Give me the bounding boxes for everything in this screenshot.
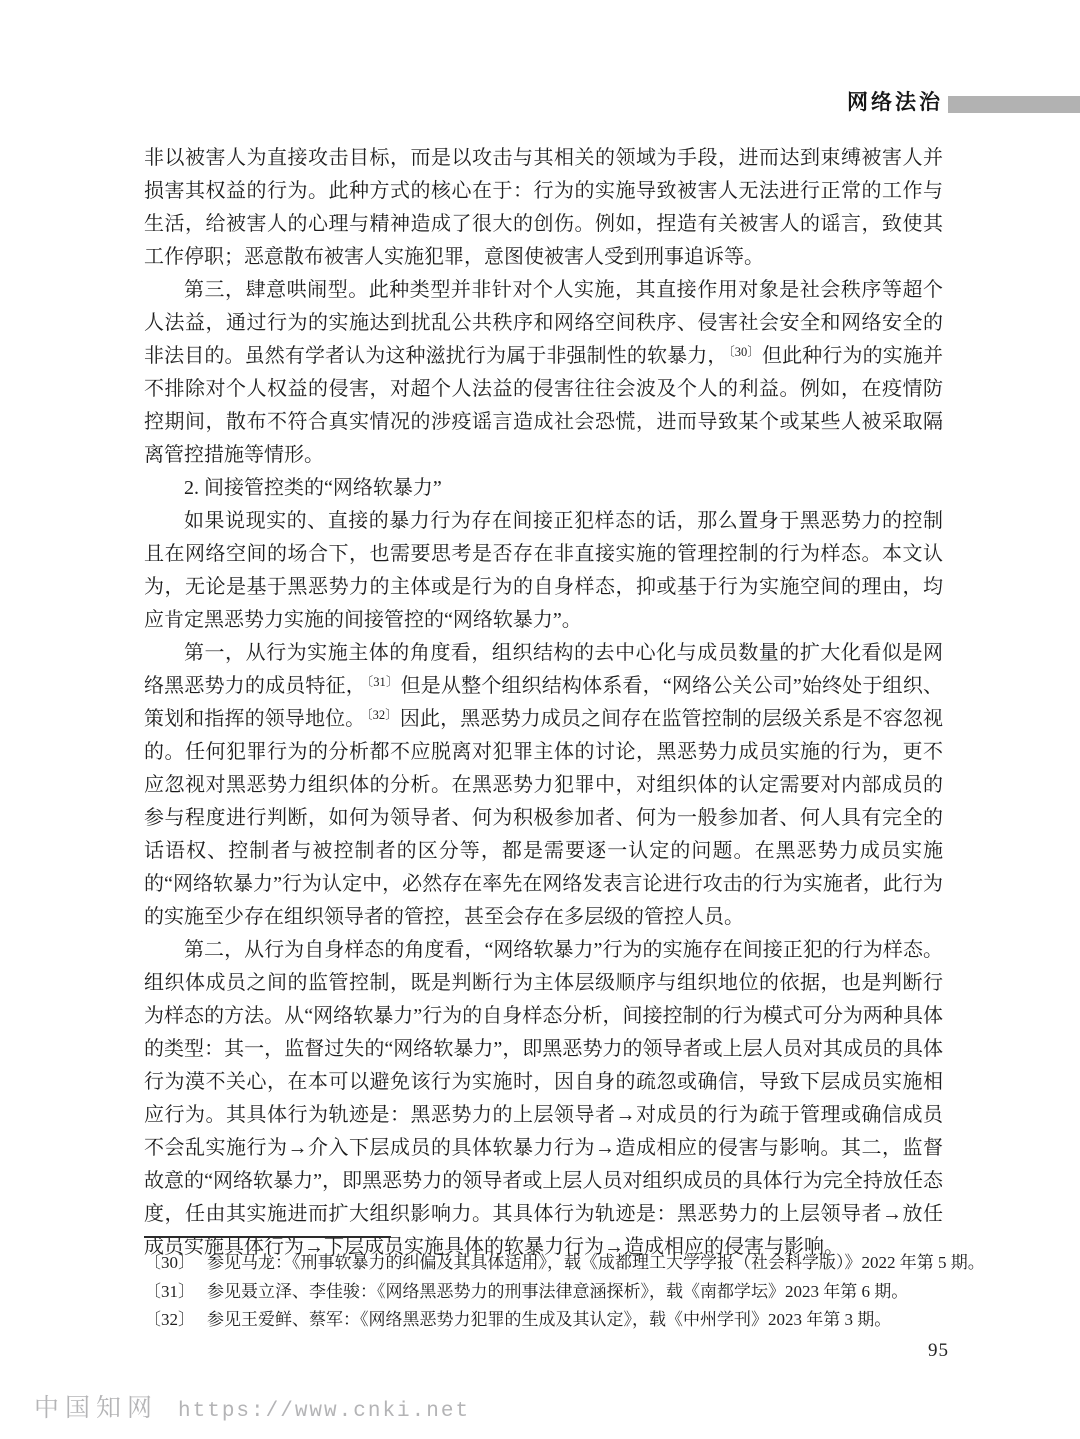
paragraph: 第三，肆意哄闹型。此种类型并非针对个人实施，其直接作用对象是社会秩序等超个人法益，通过行为的实施达到扰乱公共秩序和网络空间秩序、侵害社会安全和网络安全的非法目的。虽然有学者认为这种滋扰行为属于非强制性的软暴力，$^{〔30〕}$ 但此种行为的实施并不排除对个人权益的侵害，对超个人法益的侵害往往会波及个人的利益。例如，在疫情防控期间，散布不符合真实情况的涉疫谣言造成社会恐慌，进而导致某个或某些人被采取隔离管控措施等情形。 xyxy=(144,279,943,466)
footnote-reference: 〔30〕 xyxy=(728,345,761,359)
section-header-label: 网络法治 xyxy=(847,91,943,114)
article-body-text xyxy=(144,142,943,1264)
footnote-item xyxy=(144,1278,960,1307)
footnote-reference: 〔31〕 xyxy=(366,675,399,689)
footnote-text: 参见王爱鲜、蔡军：《网络黑恶势力犯罪的生成及其认定》，载《中州学刊》2023 年第 3 期。 xyxy=(207,1310,892,1329)
footnote-marker: 〔32〕 xyxy=(144,1310,195,1329)
cnki-site-name: 中国知网 xyxy=(34,1395,159,1422)
footnote-separator-line xyxy=(144,1236,391,1238)
footnote-marker: 〔30〕 xyxy=(144,1253,195,1272)
footnote-item xyxy=(144,1306,960,1335)
paragraph: 如果说现实的、直接的暴力行为存在间接正犯样态的话，那么置身于黑恶势力的控制且在网络空间的场合下，也需要思考是否存在非直接实施的管理控制的行为样态。本文认为，无论是基于黑恶势力的主体或是行为的自身样态，抑或基于行为实施空间的理由，均应肯定黑恶势力实施的间接管控的“网络软暴力”。 xyxy=(144,510,943,631)
header-decorative-bar xyxy=(948,96,1080,113)
footnote-reference: 〔32〕 xyxy=(366,708,398,722)
footnote-text: 参见聂立泽、李佳骏：《网络黑恶势力的刑事法律意涵探析》，载《南都学坛》2023 年第 6 期。 xyxy=(207,1281,909,1301)
cnki-url: https://www.cnki.net xyxy=(178,1400,471,1423)
footnote-block xyxy=(144,1249,985,1335)
footnote-marker: 〔31〕 xyxy=(144,1281,195,1301)
paragraph: 非以被害人为直接攻击目标，而是以攻击与其相关的领域为手段，进而达到束缚被害人并损害其权益的行为。此种方式的核心在于：行为的实施导致被害人无法进行正常的工作与生活，给被害人的心理与精神造成了很大的创伤。例如，捏造有关被害人的谣言，致使其工作停职；恶意散布被害人实施犯罪，意图使被害人受到刑事追诉等。 xyxy=(144,147,943,268)
paragraph: 第二，从行为自身样态的角度看，“网络软暴力”行为的实施存在间接正犯的行为样态。组织体成员之间的监管控制，既是判断行为主体层级顺序与组织地位的依据，也是判断行为样态的方法。从“网络软暴力”行为的自身样态分析，间接控制的行为模式可分为两种具体的类型：其一，监督过失的“网络软暴力”，即黑恶势力的领导者或上层人员对其成员的具体行为漠不关心，在本可以避免该行为实施时，因自身的疏忽或确信，导致下层成员实施相应行为。其具体行为轨迹是：黑恶势力的上层领导者→对成员的行为疏于管理或确信成员不会乱实施行为→介入下层成员的具体软暴力行为→造成相应的侵害与影响。其二，监督故意的“网络软暴力”，即黑恶势力的领导者或上层人员对组织成员的具体行为完全持放任态度，任由其实施进而扩大组织影响力。其具体行为轨迹是：黑恶势力的上层领导者→放任成员实施具体行为→下层成员实施具体的软暴力行为→造成相应的侵害与影响。 xyxy=(144,939,943,1258)
footnote-text: 参见马龙：《刑事软暴力的纠偏及其具体适用》，载《成都理工大学学报（社会科学版）》2022 年第 5 期。 xyxy=(207,1253,985,1272)
footnote-item xyxy=(144,1249,985,1278)
cnki-watermark xyxy=(34,1388,470,1424)
page-number: 95 xyxy=(928,1340,949,1361)
paragraph: 第一，从行为实施主体的角度看，组织结构的去中心化与成员数量的扩大化看似是网络黑恶势力的成员特征，$^{〔31〕}$ 但是从整个组织结构体系看，“网络公关公司”始终处于组织、策划和指挥的领导地位。$^{〔32〕}$ 因此，黑恶势力成员之间存在监管控制的层级关系是不容忽视的。任何犯罪行为的分析都不应脱离对犯罪主体的讨论，黑恶势力成员实施的行为，更不应忽视对黑恶势力组织体的分析。在黑恶势力犯罪中，对组织体的认定需要对内部成员的参与程度进行判断，如何为领导者、何为积极参加者、何为一般参加者、何人具有完全的话语权、控制者与被控制者的区分等，都是需要逐一认定的问题。在黑恶势力成员实施的“网络软暴力”行为认定中，必然存在率先在网络发表言论进行攻击的行为实施者，此行为的实施至少存在组织领导者的管控，甚至会存在多层级的管控人员。 xyxy=(144,642,943,928)
paragraph: 2. 间接管控类的“网络软暴力” xyxy=(184,477,442,499)
